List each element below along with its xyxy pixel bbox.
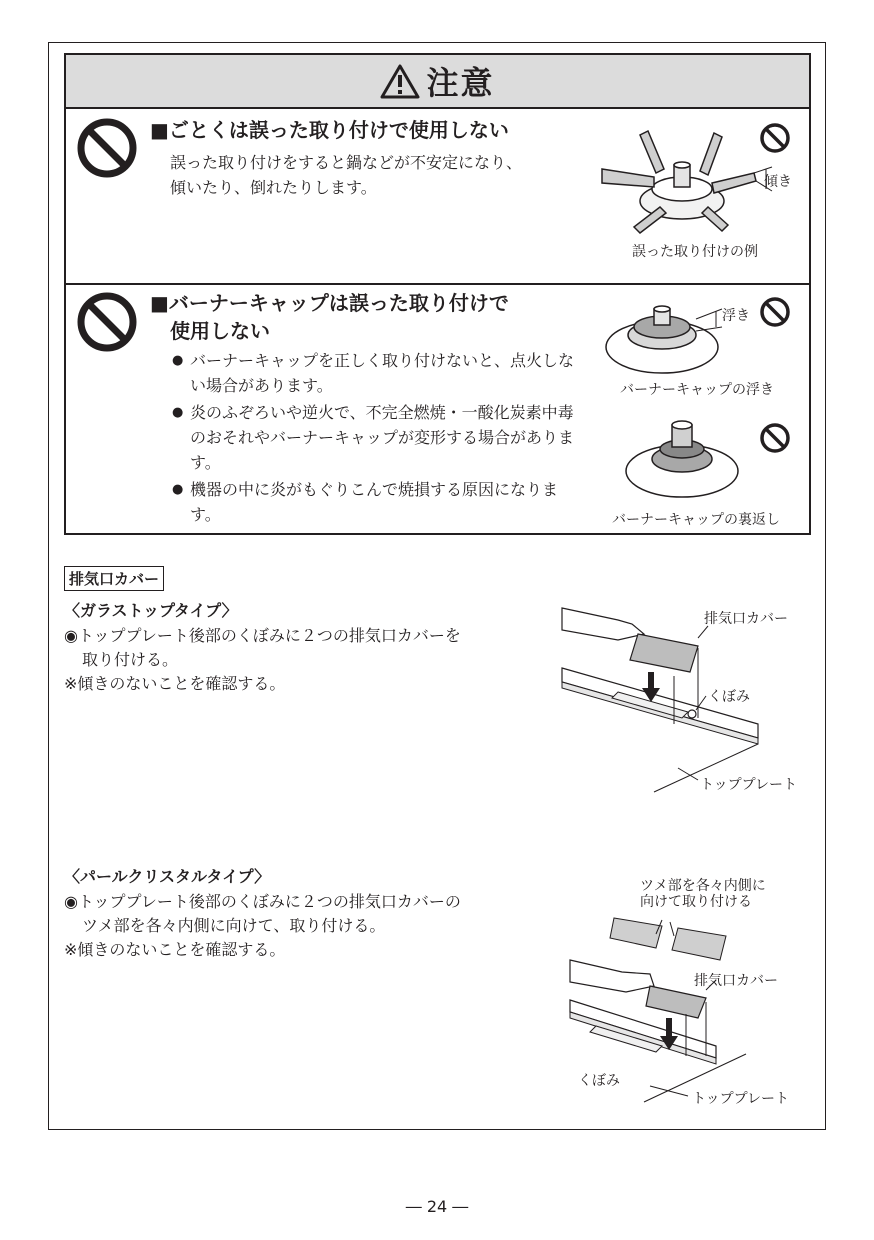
gotoku-heading: ■ごとくは誤った取り付けで使用しない	[150, 118, 509, 142]
plate-label: トッププレート	[692, 1091, 790, 1107]
instruction-line: ツメ部を各々内側に向けて、取り付ける。	[82, 916, 386, 935]
pearl-crystal-title: 〈パールクリスタルタイプ〉	[64, 867, 271, 886]
glass-top-instruction	[64, 624, 461, 696]
flipped-caption: バーナーキャップの裏返し	[612, 512, 780, 528]
warning-triangle-icon	[380, 63, 420, 99]
claw-label-line: ツメ部を各々内側に	[640, 878, 766, 894]
gotoku-body	[170, 150, 522, 200]
cover-label: 排気口カバー	[704, 611, 788, 627]
page-number: ― 24 ―	[405, 1197, 469, 1216]
list-item: ● バーナーキャップを正しく取り付けないと、点火しない場合があります。	[172, 348, 582, 398]
plate-label: トッププレート	[700, 777, 798, 793]
burner-cap-heading-line: 使用しない	[170, 319, 270, 343]
caution-box	[64, 53, 811, 535]
instruction-note: ※傾きのないことを確認する。	[64, 940, 286, 959]
prohibition-icon	[76, 117, 138, 179]
claw-label-line: 向けて取り付ける	[640, 894, 752, 910]
burner-cap-heading-line: ■バーナーキャップは誤った取り付けで	[150, 291, 509, 315]
instruction-line: ◉トッププレート後部のくぼみに２つの排気口カバーを	[64, 626, 461, 645]
gotoku-body-line: 傾いたり、倒れたりします。	[170, 178, 377, 197]
gotoku-body-line: 誤った取り付けをすると鍋などが不安定になり、	[170, 153, 523, 172]
recess-label: くぼみ	[708, 689, 750, 705]
glass-top-title: 〈ガラストップタイプ〉	[64, 601, 238, 620]
recess-label: くぼみ	[578, 1073, 620, 1089]
cover-label: 排気口カバー	[694, 973, 778, 989]
section-label: 排気口カバー	[64, 566, 164, 591]
pearl-crystal-instruction	[64, 890, 461, 962]
prohibition-icon	[758, 121, 792, 155]
list-item: ● 機器の中に炎がもぐりこんで焼損する原因になります。	[172, 477, 582, 527]
instruction-line: ◉トッププレート後部のくぼみに２つの排気口カバーの	[64, 892, 461, 911]
prohibition-icon	[758, 421, 792, 455]
list-item: ● 炎のふぞろいや逆火で、不完全燃焼・一酸化炭素中毒のおそれやバーナーキャップが変形する場合があります。	[172, 400, 582, 475]
burner-cap-heading	[150, 289, 509, 345]
prohibition-icon	[76, 291, 138, 353]
caution-divider	[66, 283, 809, 285]
burner-cap-flipped-illustration	[622, 419, 762, 505]
prohibition-icon	[758, 295, 792, 329]
caution-header	[66, 55, 809, 109]
gotoku-caption: 誤った取り付けの例	[632, 244, 758, 260]
float-caption: バーナーキャップの浮き	[620, 382, 774, 398]
caution-title: 注意	[426, 64, 495, 102]
instruction-line: 取り付ける。	[82, 650, 179, 669]
instruction-note: ※傾きのないことを確認する。	[64, 674, 286, 693]
float-label: 浮き	[722, 308, 750, 324]
tilt-label: 傾き	[764, 174, 792, 190]
burner-cap-bullets	[172, 348, 582, 529]
